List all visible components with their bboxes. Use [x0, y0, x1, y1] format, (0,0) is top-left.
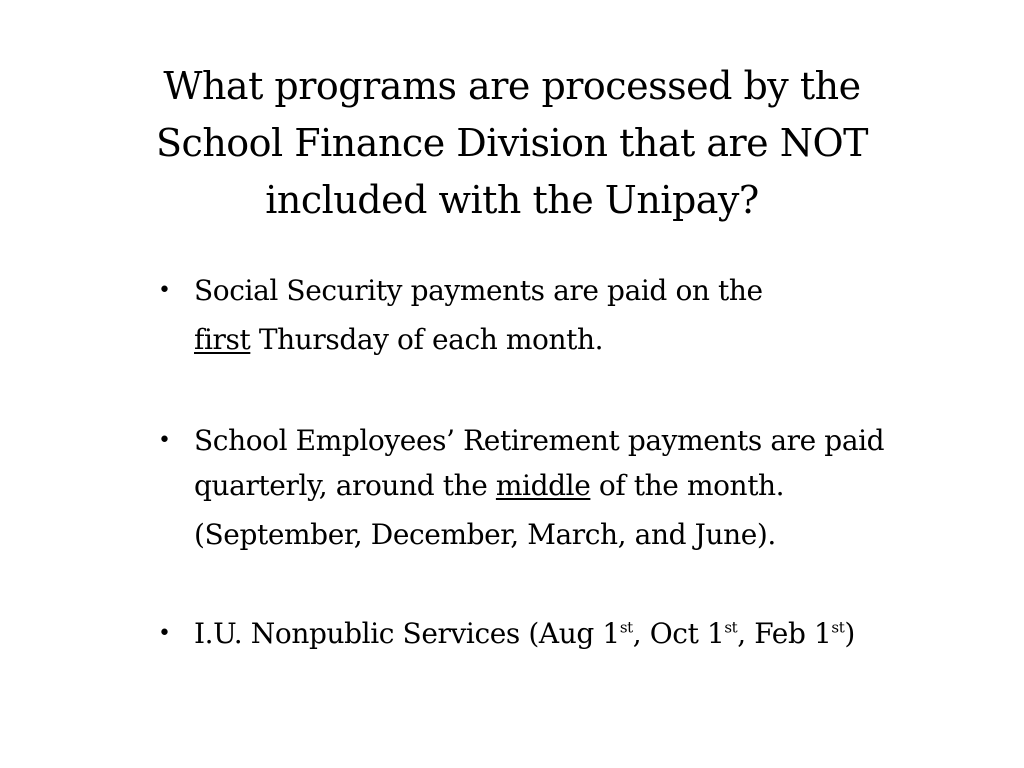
bullet-2-line-2 — [194, 463, 930, 508]
bullet-3-text-1: I.U. Nonpublic Services (Aug 1 — [194, 617, 620, 650]
bullet-1-line-2-rest: Thursday of each month. — [250, 323, 604, 356]
bullet-iu-nonpublic — [150, 611, 930, 656]
title-line-2: School Finance Division that are NOT — [156, 121, 868, 165]
bullet-3-line-1 — [194, 611, 930, 656]
bullet-2-line-1: School Employees’ Retirement payments are paid — [194, 424, 885, 457]
bullet-list — [150, 268, 930, 656]
emphasis-middle: middle — [495, 469, 591, 502]
superscript-st: st — [619, 618, 633, 637]
bullet-2-line-3: (September, December, March, and June). — [194, 518, 776, 551]
bullet-3-text-4: ) — [844, 617, 855, 650]
slide-title — [110, 58, 914, 229]
bullet-icon: • — [158, 428, 171, 453]
bullet-social-security — [150, 268, 930, 362]
title-line-3: included with the Unipay? — [265, 178, 759, 222]
superscript-st: st — [831, 618, 845, 637]
bullet-retirement — [150, 418, 930, 557]
bullet-1-line-1: Social Security payments are paid on the — [194, 274, 763, 307]
bullet-icon: • — [158, 278, 171, 303]
title-line-1: What programs are processed by the — [163, 64, 861, 108]
bullet-3-text-2: , Oct 1 — [632, 617, 725, 650]
bullet-2-line-2-pre: quarterly, around the — [194, 469, 496, 502]
bullet-2-line-2-post: of the month. — [590, 469, 785, 502]
bullet-icon: • — [158, 621, 171, 646]
bullet-1-line-2 — [194, 317, 930, 362]
superscript-st: st — [724, 618, 738, 637]
emphasis-first: first — [194, 323, 251, 356]
bullet-3-text-3: , Feb 1 — [737, 617, 832, 650]
